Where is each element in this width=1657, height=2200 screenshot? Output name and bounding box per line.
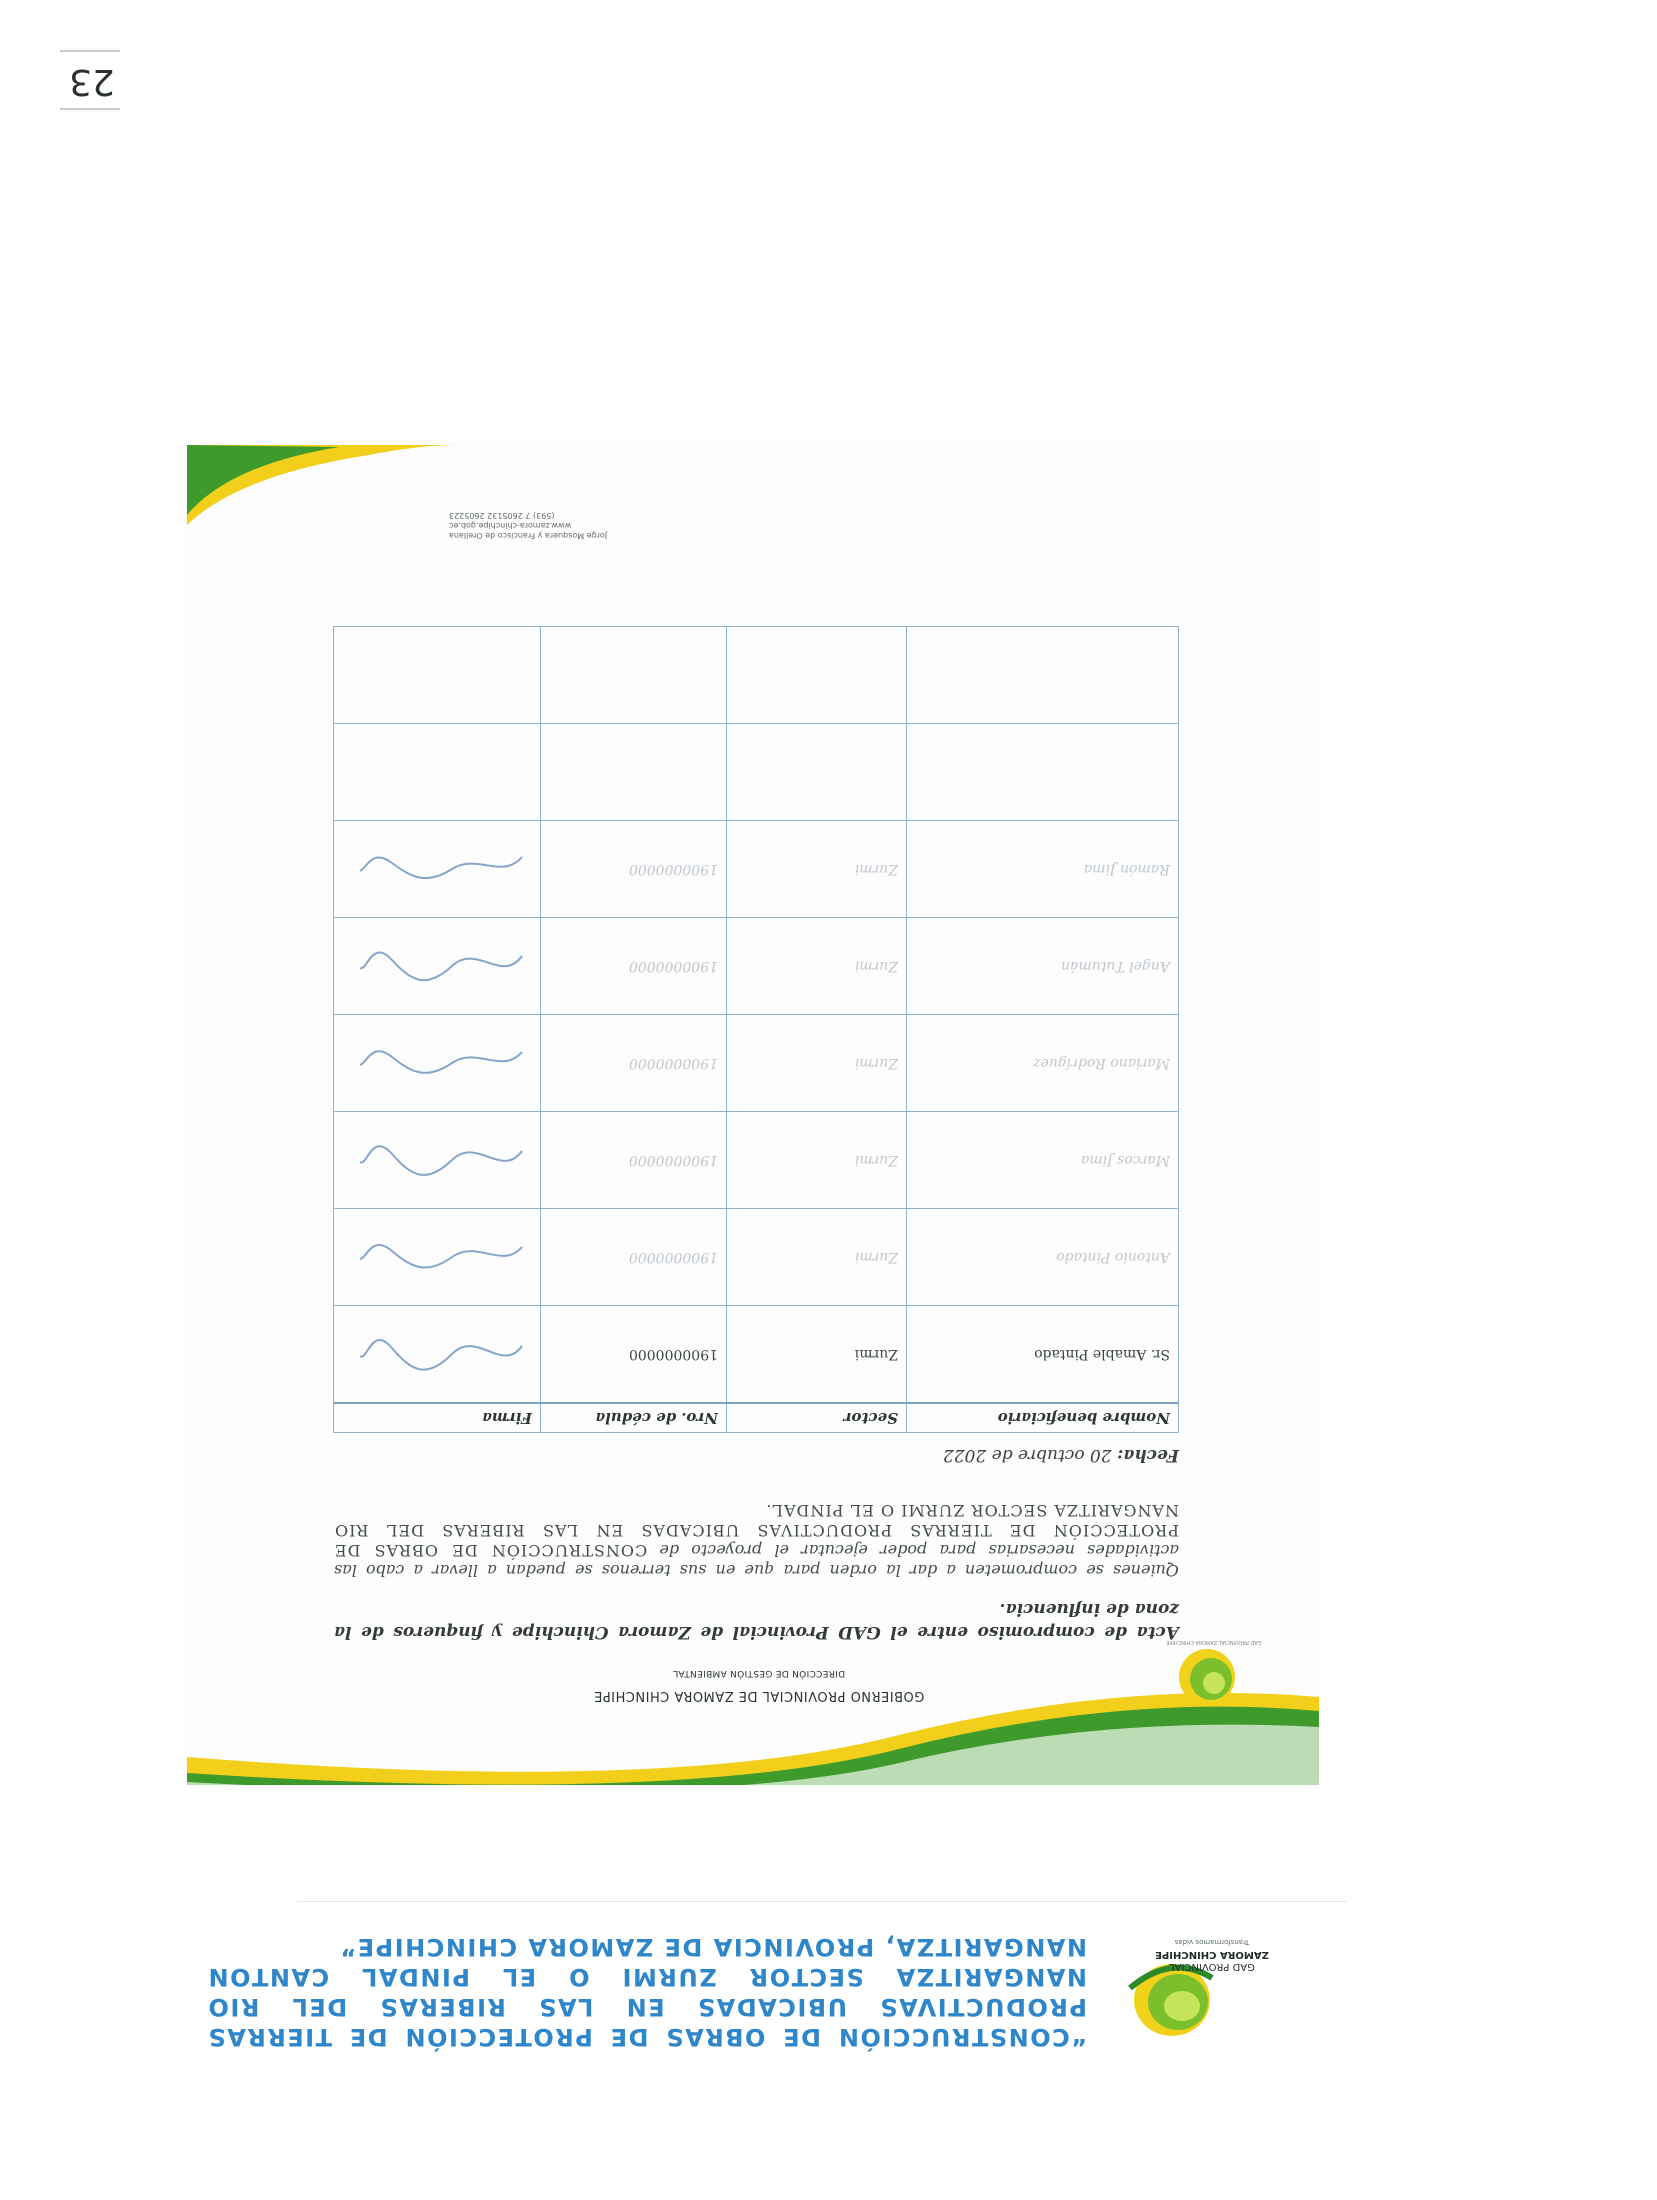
header-sector: Sector — [727, 1403, 907, 1433]
footer-line3: (593) 7 2605132 2605223 — [449, 511, 555, 520]
signature-mark — [352, 936, 532, 996]
cell-firma — [334, 1112, 541, 1209]
header-firma: Firma — [334, 1403, 541, 1433]
cell-firma — [334, 821, 541, 918]
date-line — [679, 1445, 1179, 1465]
cell-sector: Zurmi — [727, 821, 907, 918]
table-row — [334, 1209, 1179, 1306]
beneficiaries-table — [333, 626, 1179, 1433]
footer-line1: Jorge Mosquera y Francisco de Orellana — [449, 531, 608, 540]
table-row — [334, 724, 1179, 821]
cell-name: Sr. Amable Pintado — [907, 1306, 1179, 1404]
cell-sector — [727, 627, 907, 724]
page-number-rule — [60, 108, 120, 110]
cell-sector: Zurmi — [727, 1306, 907, 1404]
cell-cedula: 1900000000 — [541, 1015, 727, 1112]
table-row — [334, 821, 1179, 918]
cell-sector: Zurmi — [727, 918, 907, 1015]
signature-mark — [352, 1130, 532, 1190]
header-cedula: Nro. de cédula — [541, 1403, 727, 1433]
paragraph-intro: Quienes se comprometen a dar la orden para que en sus terrenos se puedan a llevar a cabo las actividades necesarias para poder ejecutar el proyecto de — [334, 1541, 1179, 1580]
signature-mark — [352, 839, 532, 899]
cell-name: Angel Tutumán — [907, 918, 1179, 1015]
cell-cedula — [541, 724, 727, 821]
date-value: 20 octubre de 2022 — [942, 1445, 1112, 1465]
page-number: 23 — [69, 61, 115, 102]
act-heading: Acta de compromiso entre el GAD Provincial de Zamora Chinchipe y finqueros de la zona de influencia. — [334, 1599, 1179, 1642]
cell-cedula: 1900000000 — [541, 1209, 727, 1306]
cell-sector: Zurmi — [727, 1209, 907, 1306]
logo-caption-line2: ZAMORA CHINCHIPE — [1155, 1949, 1269, 1960]
cell-cedula — [541, 627, 727, 724]
cell-firma — [334, 1015, 541, 1112]
scanned-sheet — [187, 445, 1319, 1785]
table-row — [334, 627, 1179, 724]
sheet-logo-caption: GAD PROVINCIAL ZAMORA CHINCHIPE — [1166, 1639, 1262, 1645]
cell-firma — [334, 1306, 541, 1404]
table-row — [334, 1015, 1179, 1112]
department-name: DIRECCIÓN DE GESTIÓN AMBIENTAL — [672, 1668, 846, 1678]
page-number-rule — [60, 50, 120, 52]
cell-name: Ramón Jima — [907, 821, 1179, 918]
cell-firma — [334, 724, 541, 821]
cell-sector — [727, 724, 907, 821]
header-name: Nombre beneficiario — [907, 1403, 1179, 1433]
signature-mark — [352, 1033, 532, 1093]
organization-name: GOBIERNO PROVINCIAL DE ZAMORA CHINCHIPE — [593, 1688, 925, 1703]
table-header-row — [334, 1403, 1179, 1433]
top-swoosh-decoration — [187, 1665, 1319, 1785]
globe-logo-icon — [1167, 1635, 1247, 1715]
cell-name: Antonio Pintado — [907, 1209, 1179, 1306]
table-row — [334, 1112, 1179, 1209]
table-body — [334, 627, 1179, 1404]
cell-cedula: 1900000000 — [541, 918, 727, 1015]
cell-name — [907, 627, 1179, 724]
cell-sector: Zurmi — [727, 1112, 907, 1209]
outer-logo-caption — [1137, 1936, 1287, 1972]
signature-mark — [352, 1227, 532, 1287]
sheet-footer — [449, 510, 779, 540]
paragraph-project: CONSTRUCCIÓN DE OBRAS DE PROTECCIÓN DE TIERRAS PRODUCTIVAS UBICADAS EN LAS RIBERAS DEL RIO NANGARITZA SECTOR ZURMI O EL PINDAL. — [333, 1501, 1179, 1560]
cell-sector: Zurmi — [727, 1015, 907, 1112]
cell-name — [907, 724, 1179, 821]
cell-cedula: 1900000000 — [541, 1306, 727, 1404]
cell-cedula: 1900000000 — [541, 821, 727, 918]
table-row — [334, 1306, 1179, 1404]
date-label: Fecha: — [1117, 1445, 1179, 1465]
cell-firma — [334, 627, 541, 724]
cell-cedula: 1900000000 — [541, 1112, 727, 1209]
commitment-paragraph — [334, 1500, 1179, 1580]
logo-caption-line1: GAD PROVINCIAL — [1169, 1961, 1255, 1972]
cell-name: Marcos Jima — [907, 1112, 1179, 1209]
signature-mark — [352, 1324, 532, 1384]
document-title: “CONSTRUCCIÓN DE OBRAS DE PROTECCIÓN DE TIERRAS PRODUCTIVAS UBICADAS EN LAS RIBERAS DEL RIO NANGARITZA SECTOR ZURMI O EL PINDAL CANTON NANGARITZA, PROVINCIA DE ZAMORA CHINCHIPE” — [207, 1933, 1087, 2051]
table-row — [334, 918, 1179, 1015]
cell-firma — [334, 918, 541, 1015]
header-divider — [297, 1901, 1347, 1902]
cell-name: Mariano Rodríguez — [907, 1015, 1179, 1112]
cell-firma — [334, 1209, 541, 1306]
logo-caption-small: Transformamos vidas — [1174, 1938, 1250, 1946]
footer-line2: www.zamora-chinchipe.gob.ec — [449, 521, 572, 530]
